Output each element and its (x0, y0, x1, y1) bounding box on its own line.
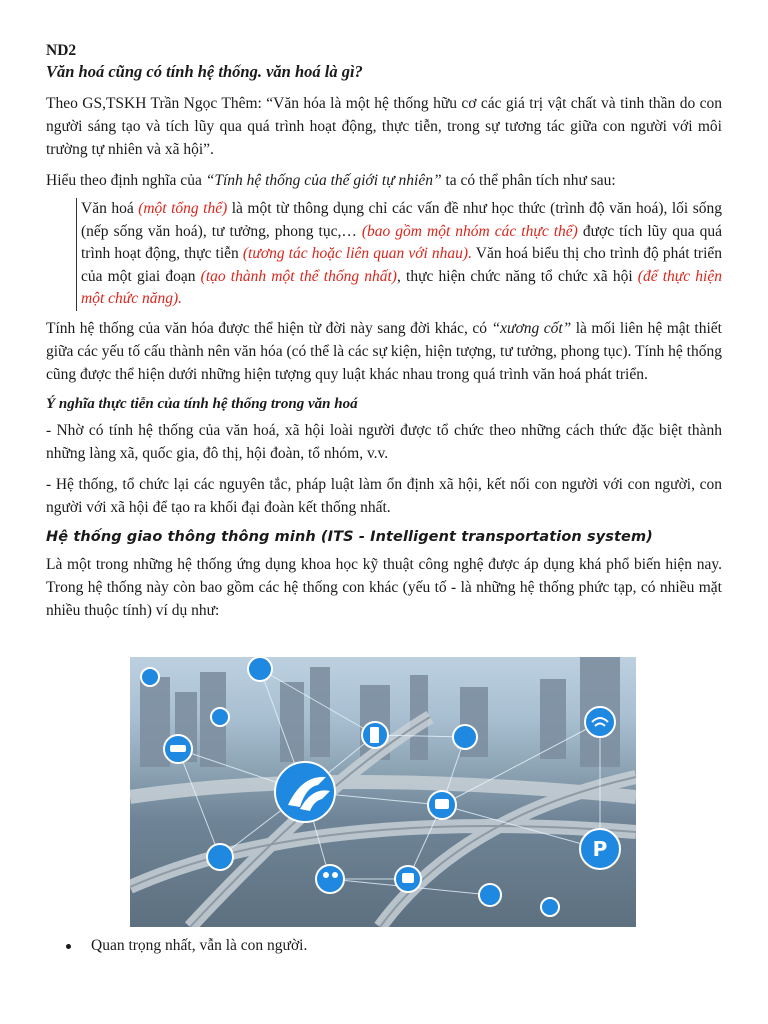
bullet-text: Quan trọng nhất, vẫn là con người. (91, 937, 308, 954)
wifi-icon (585, 707, 615, 737)
text-run: Văn hoá biểu thị cho trình độ phát triển của một giai đoạn (81, 245, 723, 285)
text-run: ta có thể phân tích như sau: (441, 172, 616, 189)
quote-term: “xương cốt” (491, 319, 572, 337)
meaning-item-1: - Nhờ có tính hệ thống của văn hoá, xã hội loài người được tổ chức theo những cách thức đặc biệt thành những làng xã, quốc gia, đô thị, hội đoàn, tổ nhóm, v.v. (46, 421, 722, 462)
text-run: là một từ thông dụng chỉ các vấn đề như học thức (trình độ văn hoá), lối sống (nếp sống văn hoá), tư tưởng, phong tục,… (81, 200, 722, 240)
quote-term: “Tính hệ thống của thế giới tự nhiên” (205, 172, 442, 189)
map-pin-icon (453, 725, 477, 749)
gps-icon (141, 668, 159, 686)
annotation: (tạo thành một thể thống nhất) (200, 267, 397, 285)
bullet-item (66, 937, 307, 955)
meaning-item-2: - Hệ thống, tổ chức lại các nguyên tắc, pháp luật làm ổn định xã hội, kết nối con người với con người, con người với xã hội để tạo ra khối đại đoàn kết thống nhất. (46, 475, 722, 516)
location-pin-icon (211, 708, 229, 726)
svg-text:P: P (592, 837, 608, 861)
smart-city-image (130, 657, 636, 927)
section-code: ND2 (46, 42, 77, 59)
annotation: (một tổng thể) (138, 200, 228, 217)
text-run: , thực hiện chức năng tổ chức xã hội (396, 267, 638, 285)
question-heading: Văn hoá cũng có tính hệ thống. văn hoá là gì? (46, 62, 363, 81)
its-paragraph: Là một trong những hệ thống ứng dụng khoa học kỹ thuật công nghệ được áp dụng khá phổ biến hiện nay. Trong hệ thống này còn bao gồm các hệ thống con khác (yếu tố - là những hệ thống phức tạp, có nhiều mặt nhiều thuộc tính) ví dụ như: (46, 555, 722, 619)
text-run: là mối liên hệ mật thiết giữa các yếu tố cấu thành nên văn hóa (có thể là các sự kiện, hiện tượng, tư tưởng, phong tục). Tính hệ thống cũng được thể hiện dưới những hiện tượng quy luật khác nhau trong quá trình văn hoá phát triển. (46, 319, 722, 383)
definition-paragraph: Theo GS,TSKH Trần Ngọc Thêm: “Văn hóa là một hệ thống hữu cơ các giá trị vật chất và tinh thần do con người sáng tạo và tích lũy qua quá trình hoạt động, thực tiễn, trong sự tương tác giữa con người với môi trường tự nhiên và xã hội”. (46, 95, 722, 158)
document-page (46, 42, 722, 622)
analysis-blockquote (76, 198, 722, 311)
system-paragraph (46, 317, 722, 386)
text-run: Hiểu theo định nghĩa của (46, 172, 206, 189)
text-run: Tính hệ thống của văn hóa được thể hiện từ đời này sang đời khác, có (46, 319, 492, 337)
annotation: (để thực hiện một chức năng). (81, 267, 722, 307)
ship-icon (541, 898, 559, 916)
analysis-intro (46, 169, 722, 192)
smart-city-illustration (130, 657, 636, 927)
its-heading: Hệ thống giao thông thông minh (ITS - Intelligent transportation system) (46, 528, 653, 545)
subheading-meaning: Ý nghĩa thực tiễn của tính hệ thống trong văn hoá (46, 395, 358, 412)
text-run: được tích lũy qua quá trình hoạt động, thực tiễn (81, 222, 722, 262)
annotation: (tương tác hoặc liên quan với nhau). (242, 245, 472, 262)
text-run: Văn hoá (81, 200, 139, 217)
annotation: (bao gồm một nhóm các thực thể) (361, 222, 578, 240)
bullet-dot-icon (66, 944, 71, 949)
train-icon (207, 844, 233, 870)
directions-icon (248, 657, 272, 681)
bicycle-icon (479, 884, 501, 906)
people-icon (316, 865, 344, 893)
